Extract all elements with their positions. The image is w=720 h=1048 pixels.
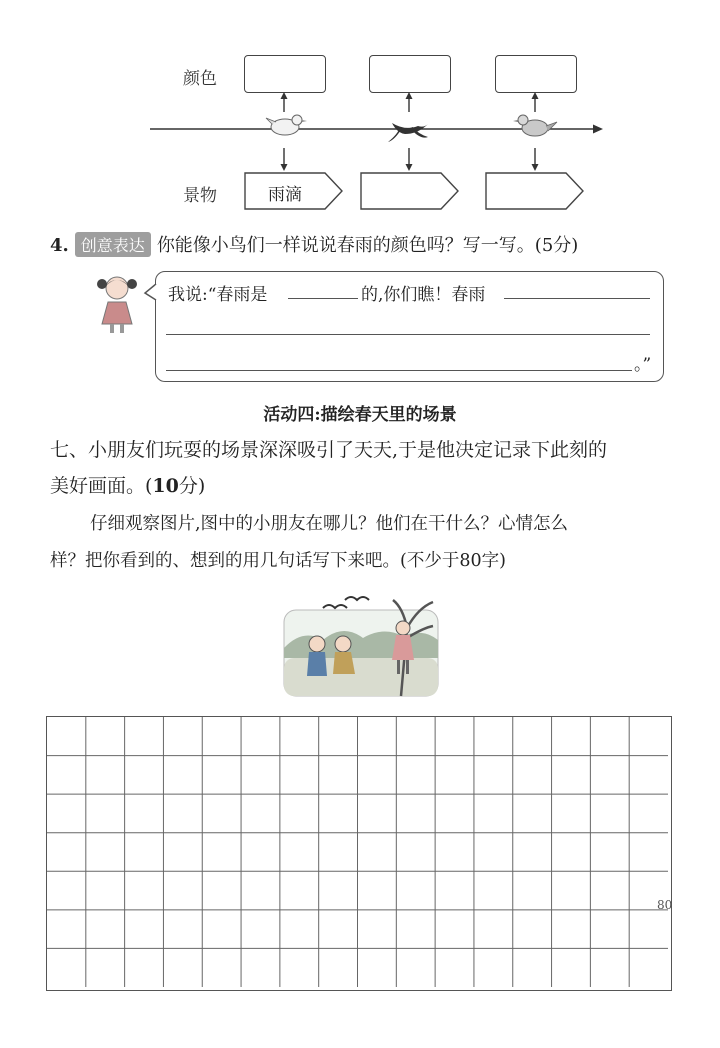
girl-icon (88, 272, 146, 336)
children-playing-illustration (283, 588, 439, 698)
swallow-icon (388, 123, 428, 142)
scene-row-label: 景物 (183, 186, 217, 206)
blank-color[interactable] (288, 298, 358, 299)
creative-expression-badge: 创意表达 (75, 232, 151, 257)
instruction-line-1: 仔细观察图片,图中的小朋友在哪儿？他们在干什么？心情怎么 (90, 514, 569, 534)
question-4-prompt (50, 231, 578, 257)
color-row-label: 颜色 (183, 69, 217, 89)
blank-line-2[interactable] (166, 334, 650, 335)
instruction-line-2: 样？把你看到的、想到的用几句话写下来吧。(不少于80字) (50, 551, 506, 571)
activity-title: 活动四:描绘春天里的场景 (263, 405, 457, 425)
answer-line-1-middle: 的,你们瞧！春雨 (361, 285, 486, 305)
blank-line-3[interactable] (166, 370, 632, 371)
sparrow-icon (513, 115, 557, 136)
scene-value-1: 雨滴 (268, 185, 302, 205)
diagram-lines (0, 0, 720, 230)
answer-line-3-end: 。” (634, 355, 652, 375)
scene-box-3 (486, 173, 583, 209)
question-7-line-2: 美好画面。(10分) (50, 475, 206, 497)
question-7-score: 10 (152, 475, 179, 497)
page-number: 80 (657, 898, 673, 912)
scene-box-2 (361, 173, 458, 209)
answer-line-1: 我说:“春雨是 (168, 285, 268, 305)
question-7-line-1: 七、小朋友们玩耍的场景深深吸引了天天,于是他决定记录下此刻的 (50, 439, 608, 461)
writing-grid[interactable] (46, 716, 672, 991)
question-4-number: 4. (50, 235, 69, 256)
blank-line-1-end[interactable] (504, 298, 650, 299)
bird-icon (266, 115, 307, 135)
bubble-tail (143, 283, 159, 303)
question-4-text: 你能像小鸟们一样说说春雨的颜色吗？写一写。(5分) (156, 235, 579, 256)
